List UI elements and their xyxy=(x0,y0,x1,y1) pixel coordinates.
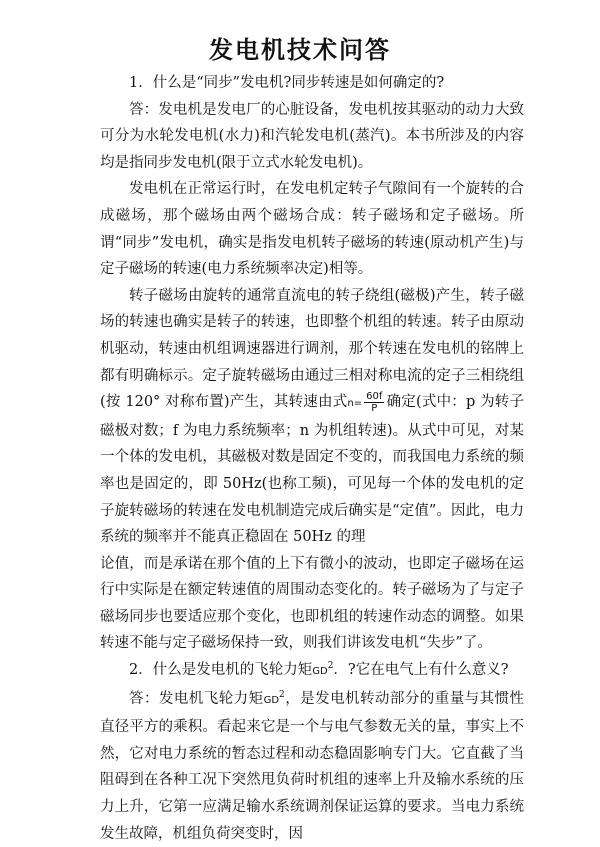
question-2-gd-exponent: 2 xyxy=(327,661,334,672)
question-1: 1．什么是“同步”发电机?同步转速是如何确定的? xyxy=(129,75,445,91)
formula-fraction xyxy=(364,391,384,414)
question-2-part-b: ．?它在电气上有什么意义? xyxy=(333,662,509,679)
answer-2-part-a: 答：发电机飞轮力矩 xyxy=(129,690,264,707)
answer-1-paragraph-2: 发电机在正常运行时，在发电机定转子气隙间有一个旋转的合成磁场，那个磁场由两个磁场合成：转子磁场和定子磁场。所谓“同步”发电机，确实是指发电机转子磁场的转速(原动机产生)与定子磁场的转速(电力系统频率决定)相等。 xyxy=(100,181,524,278)
answer-1-paragraph-1: 答：发电机是发电厂的心脏设备，发电机按其驱动的动力大致可分为水轮发电机(水力)和汽轮发电机(蒸汽)。本书所涉及的内容均是指同步发电机(限于立式水轮发电机)。 xyxy=(100,101,524,171)
answer-2-part-b: ，是发电机转动部分的重量与其惯性直径平方的乘积。看起来它是一个与电气参数无关的量，事实上不然，它对电力系统的暂态过程和动态稳固影响专门大。它直截了当阻碍到在各种工况下突然甩负荷时机组的速率上升及输水系统的压力上升，它第一应满足输水系统调剂保证运算的要求。当电力系统发生故障，机组负荷突变时，因 xyxy=(100,690,525,842)
answer-1-paragraph-3-part-a: 转子磁场由旋转的通常直流电的转子绕组(磁极)产生，转子磁场的转速也确实是转子的转速，也即整个机组的转速。转子由原动机驱动，转速由机组调速器进行调剂，那个转速在发电机的铭牌上都有明确标示。定子旋转磁场由通过三相对称电流的定子三相绕组(按 120° 对称布置)产生，其转速由式 xyxy=(100,287,524,411)
answer-1-paragraph-3 xyxy=(100,283,524,551)
answer-1-paragraph-4: 论值，而是承诺在那个值的上下有微小的波动，也即定子磁场在运行中实际是在额定转速值的周围动态变化的。转子磁场为了与定子磁场同步也要适应那个变化，也即机组的转速作动态的调整。如果转速不能与定子磁场保持一致，则我们讲该发电机“失步”了。 xyxy=(100,555,524,652)
document-body xyxy=(100,70,524,847)
document-title: 发电机技术问答 xyxy=(209,36,391,64)
answer-2-gd-exponent: 2 xyxy=(279,689,285,700)
formula-lhs: n= xyxy=(347,398,363,410)
formula-numerator: 60f xyxy=(366,390,383,402)
formula-denominator: P xyxy=(371,402,378,414)
question-2 xyxy=(100,657,524,686)
answer-1-paragraph-3-part-b: 确定(式中：p 为转子磁极对数；f 为电力系统频率；n 为机组转速)。从式中可见，对某一个体的发电机，其磁极对数是固定不变的，而我国电力系统的频率也是固定的，即 50Hz(也称工频)，可见每一个体的发电机的定子旋转磁场的转速在发电机制造完成后确实是“定值”。因此，电力系统的频率并不能真正稳固在 50Hz 的理 xyxy=(100,394,524,546)
question-2-gd-symbol: GD xyxy=(312,666,328,678)
question-2-part-a: 2．什么是发电机的飞轮力矩 xyxy=(129,662,313,679)
answer-2-gd-symbol: GD xyxy=(263,694,280,706)
answer-2 xyxy=(100,686,524,847)
